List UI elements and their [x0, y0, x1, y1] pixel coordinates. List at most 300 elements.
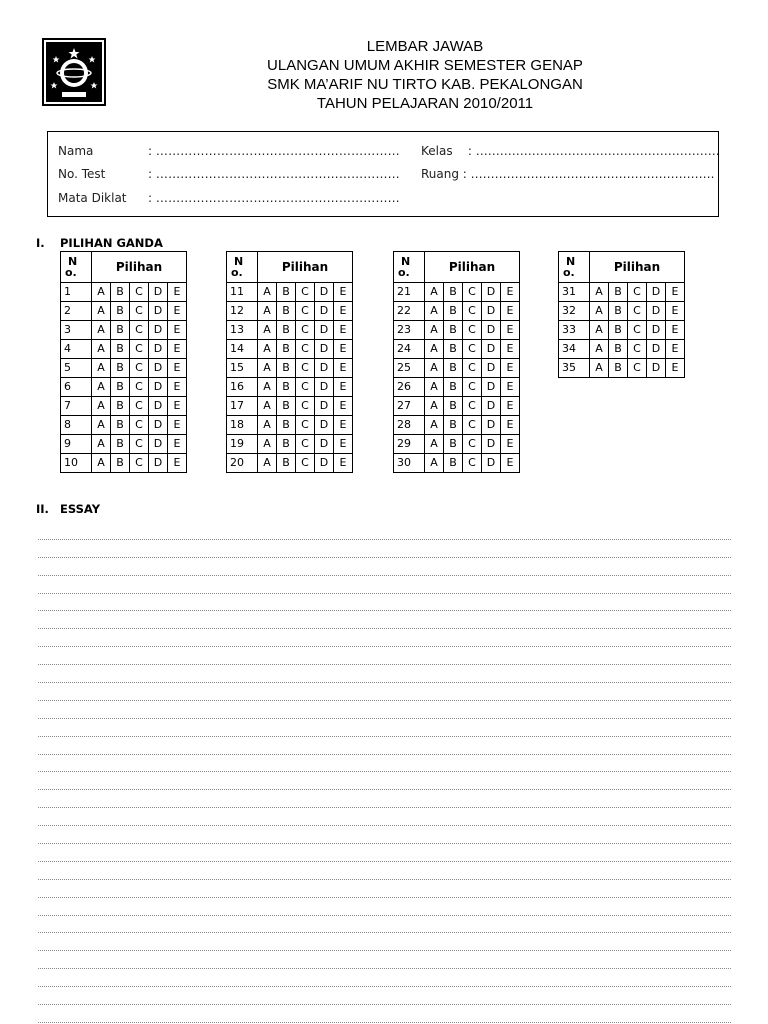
choice-b[interactable]: B: [277, 397, 296, 416]
choice-c[interactable]: C: [463, 359, 482, 378]
choice-a[interactable]: A: [425, 435, 444, 454]
choice-a[interactable]: A: [92, 454, 111, 473]
choice-b[interactable]: B: [444, 340, 463, 359]
essay-line[interactable]: [38, 629, 731, 647]
choice-c[interactable]: C: [463, 378, 482, 397]
essay-line[interactable]: [38, 826, 731, 844]
choice-d[interactable]: D: [482, 283, 501, 302]
header-pilihan: Pilihan: [258, 252, 353, 283]
answer-row: [227, 340, 353, 359]
essay-line[interactable]: [38, 683, 731, 701]
choice-d[interactable]: D: [315, 359, 334, 378]
question-number: 20: [227, 454, 258, 473]
choice-c[interactable]: C: [296, 416, 315, 435]
question-number: 5: [61, 359, 92, 378]
choice-e[interactable]: E: [168, 283, 187, 302]
choice-c[interactable]: C: [130, 359, 149, 378]
choice-a[interactable]: A: [425, 454, 444, 473]
choice-a[interactable]: A: [425, 359, 444, 378]
answer-row: [394, 340, 520, 359]
choice-a[interactable]: A: [425, 378, 444, 397]
choice-b[interactable]: B: [111, 340, 130, 359]
answer-row: [227, 454, 353, 473]
choice-a[interactable]: A: [590, 283, 609, 302]
essay-line[interactable]: [38, 647, 731, 665]
choice-c[interactable]: C: [130, 340, 149, 359]
question-number: 10: [61, 454, 92, 473]
essay-line[interactable]: [38, 880, 731, 898]
choice-b[interactable]: B: [111, 359, 130, 378]
question-number: 25: [394, 359, 425, 378]
choice-d[interactable]: D: [482, 435, 501, 454]
choice-c[interactable]: C: [628, 321, 647, 340]
exam-name: ULANGAN UMUM AKHIR SEMESTER GENAP: [267, 57, 583, 74]
choice-d[interactable]: D: [149, 302, 168, 321]
choice-e[interactable]: E: [334, 283, 353, 302]
choice-e[interactable]: E: [666, 283, 685, 302]
answer-row: [394, 321, 520, 340]
choice-a[interactable]: A: [425, 340, 444, 359]
essay-line[interactable]: [38, 969, 731, 987]
nama-row: Nama : ……………………………………………………: [58, 144, 400, 158]
choice-e[interactable]: E: [501, 435, 520, 454]
answer-row: [559, 302, 685, 321]
essay-line[interactable]: [38, 755, 731, 773]
answer-row: [61, 435, 187, 454]
question-number: 34: [559, 340, 590, 359]
answer-row: [394, 397, 520, 416]
answer-grid-header: [394, 252, 520, 283]
section-pilihan-ganda-title: I. PILIHAN GANDA: [36, 236, 163, 250]
notest-field[interactable]: ……………………………………………………: [155, 167, 400, 181]
choice-b[interactable]: B: [277, 321, 296, 340]
essay-line[interactable]: [38, 987, 731, 1005]
header-no: N o.: [61, 252, 92, 283]
choice-d[interactable]: D: [482, 340, 501, 359]
question-number: 28: [394, 416, 425, 435]
answer-row: [394, 283, 520, 302]
choice-d[interactable]: D: [149, 283, 168, 302]
choice-a[interactable]: A: [92, 302, 111, 321]
answer-row: [61, 283, 187, 302]
choice-a[interactable]: A: [425, 397, 444, 416]
choice-a[interactable]: A: [258, 321, 277, 340]
choice-a[interactable]: A: [258, 397, 277, 416]
choice-d[interactable]: D: [315, 397, 334, 416]
answer-row: [227, 416, 353, 435]
essay-answer-area[interactable]: [38, 522, 731, 1023]
choice-a[interactable]: A: [590, 321, 609, 340]
choice-e[interactable]: E: [334, 359, 353, 378]
question-number: 13: [227, 321, 258, 340]
choice-b[interactable]: B: [277, 340, 296, 359]
essay-line[interactable]: [38, 558, 731, 576]
choice-e[interactable]: E: [334, 321, 353, 340]
answer-row: [227, 397, 353, 416]
answer-row: [61, 397, 187, 416]
question-number: 8: [61, 416, 92, 435]
choice-e[interactable]: E: [666, 302, 685, 321]
choice-c[interactable]: C: [628, 359, 647, 378]
choice-e[interactable]: E: [168, 378, 187, 397]
choice-b[interactable]: B: [444, 302, 463, 321]
answer-row: [394, 378, 520, 397]
choice-d[interactable]: D: [149, 321, 168, 340]
choice-a[interactable]: A: [92, 435, 111, 454]
answer-grid-header: [227, 252, 353, 283]
choice-e[interactable]: E: [501, 359, 520, 378]
answer-row: [61, 340, 187, 359]
choice-d[interactable]: D: [149, 454, 168, 473]
choice-a[interactable]: A: [92, 397, 111, 416]
question-number: 2: [61, 302, 92, 321]
choice-c[interactable]: C: [130, 435, 149, 454]
student-info-box: [47, 131, 719, 217]
choice-d[interactable]: D: [315, 302, 334, 321]
question-number: 30: [394, 454, 425, 473]
choice-e[interactable]: E: [334, 435, 353, 454]
choice-b[interactable]: B: [609, 283, 628, 302]
choice-c[interactable]: C: [296, 340, 315, 359]
choice-d[interactable]: D: [482, 321, 501, 340]
choice-d[interactable]: D: [482, 416, 501, 435]
choice-e[interactable]: E: [334, 416, 353, 435]
choice-d[interactable]: D: [149, 378, 168, 397]
answer-row: [394, 302, 520, 321]
choice-b[interactable]: B: [609, 302, 628, 321]
choice-e[interactable]: E: [334, 378, 353, 397]
choice-a[interactable]: A: [258, 378, 277, 397]
choice-a[interactable]: A: [258, 359, 277, 378]
essay-line[interactable]: [38, 916, 731, 934]
choice-d[interactable]: D: [482, 397, 501, 416]
answer-row: [227, 321, 353, 340]
question-number: 19: [227, 435, 258, 454]
choice-c[interactable]: C: [130, 321, 149, 340]
essay-line[interactable]: [38, 611, 731, 629]
choice-c[interactable]: C: [130, 397, 149, 416]
choice-c[interactable]: C: [130, 283, 149, 302]
choice-c[interactable]: C: [130, 378, 149, 397]
header-pilihan: Pilihan: [425, 252, 520, 283]
choice-e[interactable]: E: [334, 302, 353, 321]
mapel-field[interactable]: ……………………………………………………: [155, 191, 400, 205]
question-number: 12: [227, 302, 258, 321]
question-number: 17: [227, 397, 258, 416]
essay-line[interactable]: [38, 808, 731, 826]
choice-b[interactable]: B: [444, 435, 463, 454]
choice-c[interactable]: C: [463, 283, 482, 302]
choice-d[interactable]: D: [315, 340, 334, 359]
choice-d[interactable]: D: [647, 359, 666, 378]
choice-c[interactable]: C: [463, 416, 482, 435]
choice-d[interactable]: D: [315, 435, 334, 454]
choice-b[interactable]: B: [444, 321, 463, 340]
choice-b[interactable]: B: [111, 397, 130, 416]
notest-label: No. Test: [58, 167, 106, 181]
choice-b[interactable]: B: [444, 454, 463, 473]
choice-b[interactable]: B: [111, 416, 130, 435]
choice-c[interactable]: C: [130, 416, 149, 435]
choice-a[interactable]: A: [92, 283, 111, 302]
choice-b[interactable]: B: [444, 397, 463, 416]
choice-b[interactable]: B: [609, 340, 628, 359]
mapel-row: Mata Diklat : ……………………………………………………: [58, 191, 400, 205]
choice-c[interactable]: C: [463, 454, 482, 473]
choice-b[interactable]: B: [277, 435, 296, 454]
choice-c[interactable]: C: [296, 454, 315, 473]
choice-c[interactable]: C: [463, 397, 482, 416]
essay-line[interactable]: [38, 862, 731, 880]
choice-a[interactable]: A: [258, 416, 277, 435]
choice-e[interactable]: E: [168, 454, 187, 473]
header-pilihan: Pilihan: [590, 252, 685, 283]
choice-e[interactable]: E: [501, 416, 520, 435]
answer-row: [227, 435, 353, 454]
choice-a[interactable]: A: [92, 340, 111, 359]
choice-b[interactable]: B: [444, 283, 463, 302]
nama-field[interactable]: ……………………………………………………: [155, 144, 400, 158]
choice-d[interactable]: D: [482, 454, 501, 473]
choice-d[interactable]: D: [149, 435, 168, 454]
answer-row: [61, 416, 187, 435]
choice-b[interactable]: B: [111, 435, 130, 454]
academic-year: TAHUN PELAJARAN 2010/2011: [316, 95, 534, 112]
section-essay-title: II. ESSAY: [36, 502, 101, 516]
choice-d[interactable]: D: [482, 359, 501, 378]
choice-c[interactable]: C: [463, 302, 482, 321]
choice-b[interactable]: B: [277, 283, 296, 302]
question-number: 15: [227, 359, 258, 378]
choice-a[interactable]: A: [258, 340, 277, 359]
choice-a[interactable]: A: [258, 454, 277, 473]
essay-line[interactable]: [38, 898, 731, 916]
choice-b[interactable]: B: [277, 302, 296, 321]
essay-line[interactable]: [38, 540, 731, 558]
question-number: 9: [61, 435, 92, 454]
choice-b[interactable]: B: [444, 378, 463, 397]
answer-grid: [60, 251, 187, 473]
choice-b[interactable]: B: [609, 321, 628, 340]
question-number: 3: [61, 321, 92, 340]
answer-row: [61, 454, 187, 473]
choice-d[interactable]: D: [647, 340, 666, 359]
header-no: N o.: [227, 252, 258, 283]
essay-line[interactable]: [38, 576, 731, 594]
choice-e[interactable]: E: [501, 454, 520, 473]
essay-line[interactable]: [38, 665, 731, 683]
choice-e[interactable]: E: [501, 321, 520, 340]
answer-row: [61, 321, 187, 340]
choice-a[interactable]: A: [590, 359, 609, 378]
choice-a[interactable]: A: [425, 416, 444, 435]
choice-a[interactable]: A: [425, 302, 444, 321]
kelas-label: Kelas: [421, 144, 453, 158]
choice-e[interactable]: E: [168, 416, 187, 435]
essay-line[interactable]: [38, 594, 731, 612]
question-number: 27: [394, 397, 425, 416]
question-number: 14: [227, 340, 258, 359]
choice-c[interactable]: C: [628, 302, 647, 321]
choice-c[interactable]: C: [463, 340, 482, 359]
question-number: 24: [394, 340, 425, 359]
header-pilihan: Pilihan: [92, 252, 187, 283]
choice-b[interactable]: B: [111, 454, 130, 473]
essay-line[interactable]: [38, 737, 731, 755]
question-number: 29: [394, 435, 425, 454]
choice-d[interactable]: D: [315, 454, 334, 473]
choice-a[interactable]: A: [92, 321, 111, 340]
essay-line[interactable]: [38, 1005, 731, 1023]
choice-d[interactable]: D: [315, 321, 334, 340]
answer-row: [61, 378, 187, 397]
question-number: 1: [61, 283, 92, 302]
nama-label: Nama: [58, 144, 94, 158]
choice-e[interactable]: E: [168, 435, 187, 454]
choice-a[interactable]: A: [425, 283, 444, 302]
document-header: [200, 37, 650, 113]
choice-b[interactable]: B: [609, 359, 628, 378]
choice-b[interactable]: B: [111, 321, 130, 340]
choice-d[interactable]: D: [315, 416, 334, 435]
question-number: 33: [559, 321, 590, 340]
choice-e[interactable]: E: [168, 302, 187, 321]
header-no: N o.: [559, 252, 590, 283]
choice-a[interactable]: A: [92, 378, 111, 397]
choice-e[interactable]: E: [501, 378, 520, 397]
essay-line[interactable]: [38, 790, 731, 808]
choice-e[interactable]: E: [168, 359, 187, 378]
choice-e[interactable]: E: [666, 340, 685, 359]
answer-row: [559, 340, 685, 359]
choice-d[interactable]: D: [647, 283, 666, 302]
notest-row: No. Test : ……………………………………………………: [58, 167, 400, 181]
choice-c[interactable]: C: [296, 321, 315, 340]
choice-b[interactable]: B: [277, 378, 296, 397]
answer-row: [394, 435, 520, 454]
choice-e[interactable]: E: [666, 359, 685, 378]
answer-row: [394, 416, 520, 435]
choice-a[interactable]: A: [590, 340, 609, 359]
ruang-field[interactable]: …………………………………………………….: [470, 167, 715, 181]
choice-e[interactable]: E: [334, 454, 353, 473]
question-number: 18: [227, 416, 258, 435]
choice-b[interactable]: B: [111, 302, 130, 321]
nu-emblem-icon: [46, 42, 102, 102]
choice-d[interactable]: D: [482, 302, 501, 321]
school-logo: [42, 38, 106, 106]
choice-c[interactable]: C: [628, 283, 647, 302]
choice-c[interactable]: C: [296, 378, 315, 397]
essay-line[interactable]: [38, 719, 731, 737]
choice-a[interactable]: A: [425, 321, 444, 340]
essay-line[interactable]: [38, 772, 731, 790]
choice-c[interactable]: C: [628, 340, 647, 359]
choice-e[interactable]: E: [501, 302, 520, 321]
choice-b[interactable]: B: [444, 359, 463, 378]
choice-a[interactable]: A: [92, 416, 111, 435]
choice-e[interactable]: E: [334, 340, 353, 359]
answer-grid-header: [559, 252, 685, 283]
ruang-label: Ruang :: [421, 167, 467, 181]
choice-b[interactable]: B: [111, 378, 130, 397]
choice-b[interactable]: B: [277, 454, 296, 473]
choice-c[interactable]: C: [463, 435, 482, 454]
choice-d[interactable]: D: [482, 378, 501, 397]
kelas-row: Kelas : …………………………………………………….: [421, 144, 720, 158]
answer-row: [227, 302, 353, 321]
choice-d[interactable]: D: [315, 378, 334, 397]
essay-line[interactable]: [38, 844, 731, 862]
choice-b[interactable]: B: [277, 359, 296, 378]
choice-a[interactable]: A: [258, 435, 277, 454]
answer-row: [559, 359, 685, 378]
choice-d[interactable]: D: [149, 416, 168, 435]
choice-d[interactable]: D: [315, 283, 334, 302]
choice-e[interactable]: E: [666, 321, 685, 340]
choice-c[interactable]: C: [296, 397, 315, 416]
choice-d[interactable]: D: [149, 359, 168, 378]
choice-d[interactable]: D: [149, 340, 168, 359]
essay-line[interactable]: [38, 951, 731, 969]
answer-grid: [393, 251, 520, 473]
essay-line[interactable]: [38, 933, 731, 951]
choice-e[interactable]: E: [168, 340, 187, 359]
school-name: SMK MA’ARIF NU TIRTO KAB. PEKALONGAN: [267, 76, 583, 93]
choice-c[interactable]: C: [463, 321, 482, 340]
choice-c[interactable]: C: [296, 435, 315, 454]
header-no: N o.: [394, 252, 425, 283]
choice-c[interactable]: C: [130, 302, 149, 321]
choice-e[interactable]: E: [501, 283, 520, 302]
choice-a[interactable]: A: [258, 283, 277, 302]
choice-b[interactable]: B: [111, 283, 130, 302]
choice-e[interactable]: E: [501, 340, 520, 359]
choice-a[interactable]: A: [258, 302, 277, 321]
choice-c[interactable]: C: [130, 454, 149, 473]
answer-row: [394, 454, 520, 473]
choice-a[interactable]: A: [92, 359, 111, 378]
choice-e[interactable]: E: [168, 397, 187, 416]
answer-grid: [558, 251, 685, 378]
choice-c[interactable]: C: [296, 302, 315, 321]
question-number: 22: [394, 302, 425, 321]
choice-b[interactable]: B: [444, 416, 463, 435]
choice-d[interactable]: D: [149, 397, 168, 416]
answer-row: [227, 378, 353, 397]
essay-line[interactable]: [38, 522, 731, 540]
choice-d[interactable]: D: [647, 321, 666, 340]
essay-line[interactable]: [38, 701, 731, 719]
choice-c[interactable]: C: [296, 283, 315, 302]
question-number: 23: [394, 321, 425, 340]
choice-c[interactable]: C: [296, 359, 315, 378]
choice-e[interactable]: E: [334, 397, 353, 416]
choice-b[interactable]: B: [277, 416, 296, 435]
question-number: 21: [394, 283, 425, 302]
choice-a[interactable]: A: [590, 302, 609, 321]
mapel-label: Mata Diklat: [58, 191, 127, 205]
choice-e[interactable]: E: [501, 397, 520, 416]
choice-e[interactable]: E: [168, 321, 187, 340]
answer-row: [227, 283, 353, 302]
question-number: 16: [227, 378, 258, 397]
question-number: 31: [559, 283, 590, 302]
choice-d[interactable]: D: [647, 302, 666, 321]
answer-grid-header: [61, 252, 187, 283]
kelas-field[interactable]: …………………………………………………….: [475, 144, 720, 158]
question-number: 26: [394, 378, 425, 397]
